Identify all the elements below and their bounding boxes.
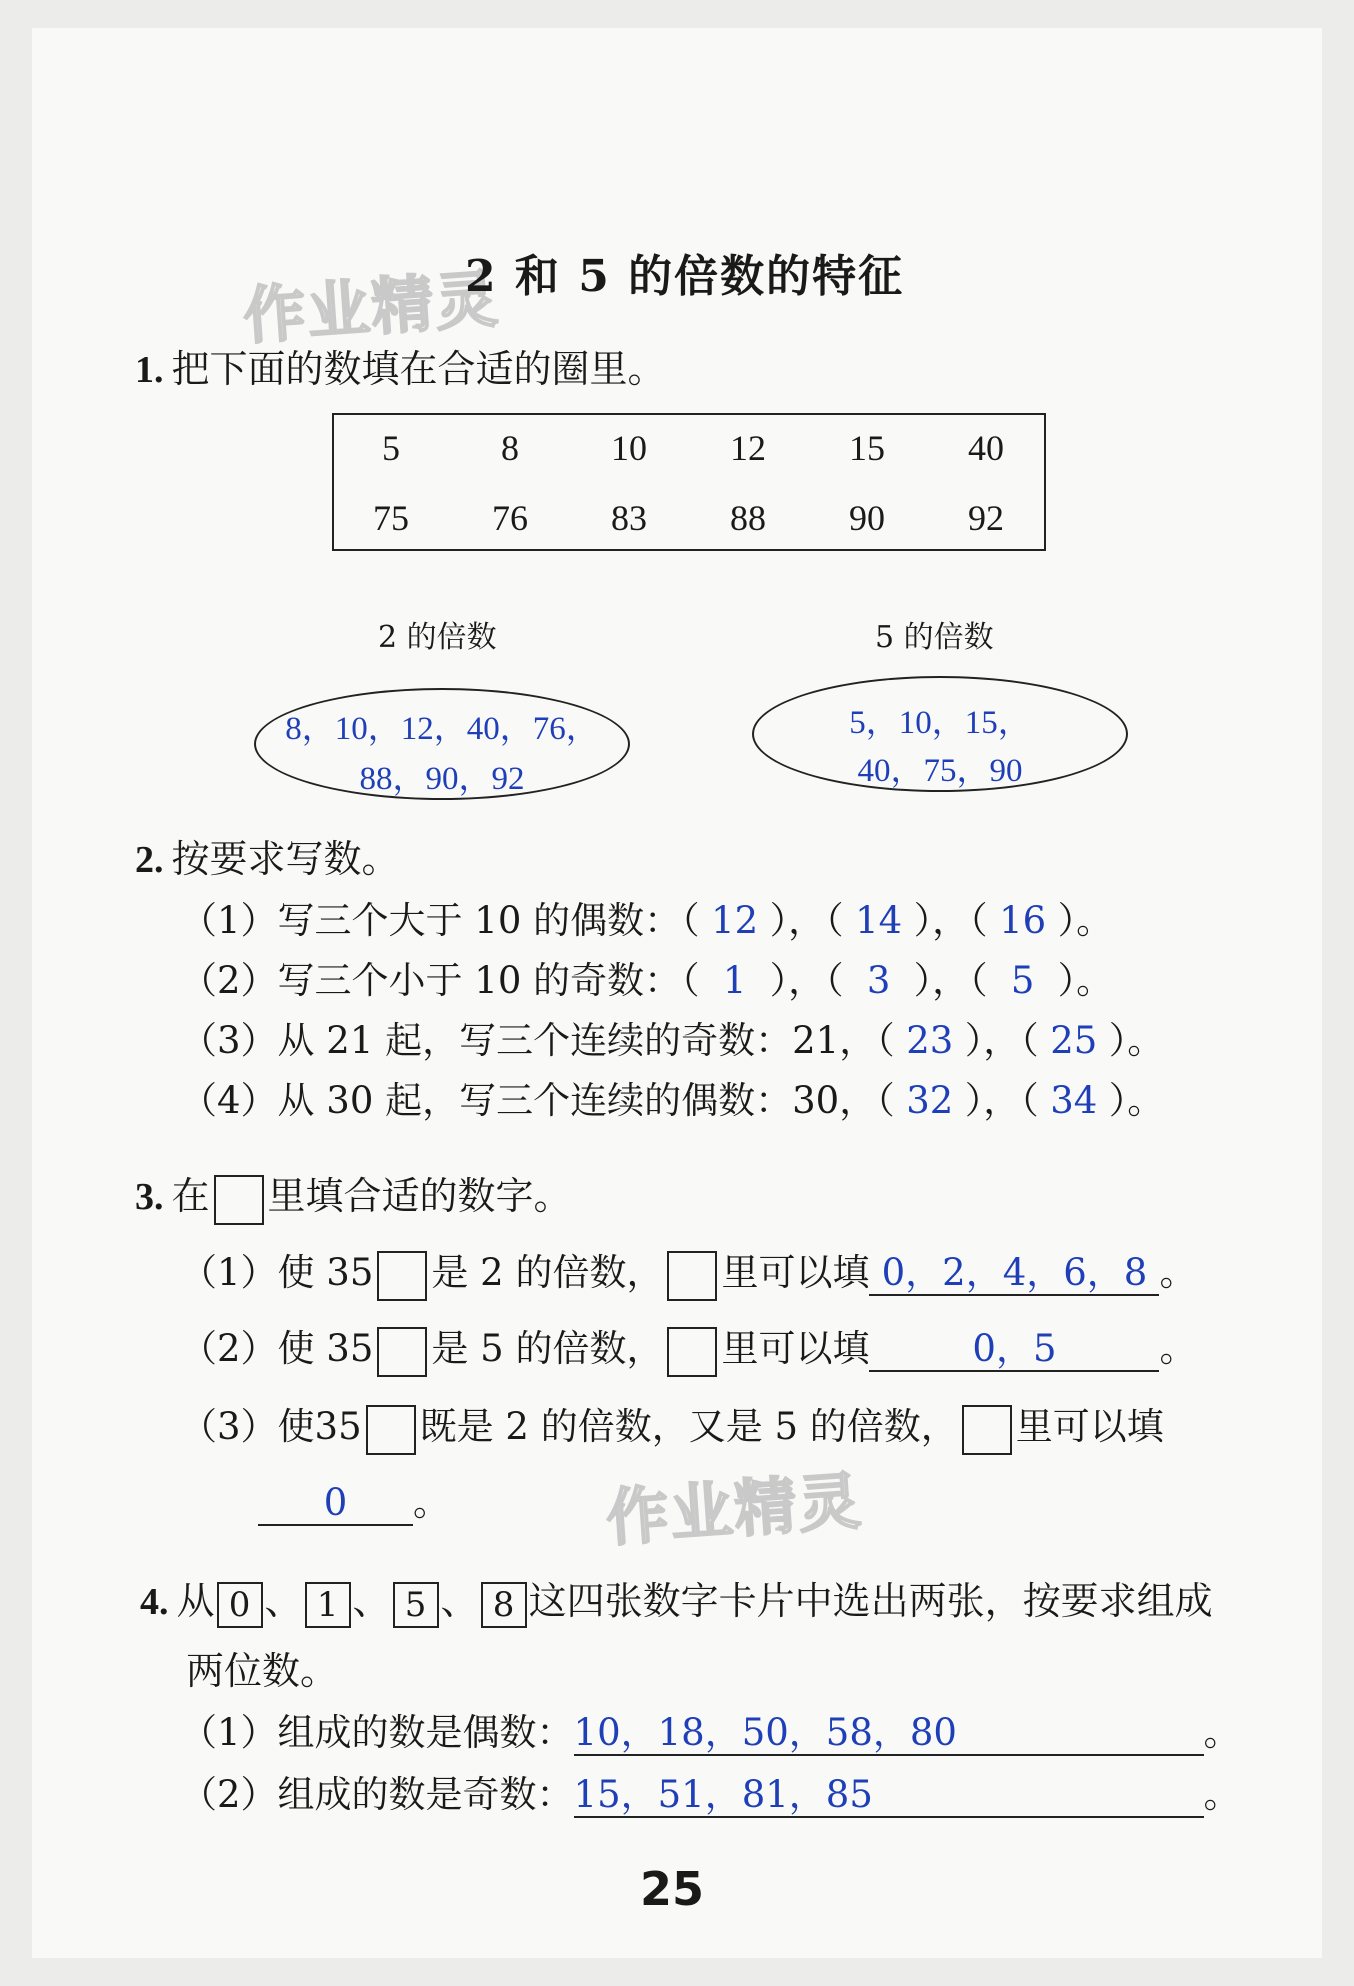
period: 。 bbox=[1076, 899, 1114, 942]
q2-sub-2-text: （2）写三个小于 10 的奇数： bbox=[180, 959, 682, 1002]
question-1 bbox=[135, 338, 666, 393]
ellipse-multiples-of-5 bbox=[752, 676, 1128, 792]
q2-sub-1 bbox=[180, 890, 1113, 944]
q4-sub-2 bbox=[180, 1764, 1241, 1818]
paren-open: （ bbox=[1020, 1019, 1039, 1062]
paren-open: （ bbox=[1020, 1079, 1039, 1122]
question-2-number: 2. bbox=[135, 839, 164, 881]
separator: 、 bbox=[264, 1579, 303, 1623]
answer: 3 bbox=[866, 959, 891, 1002]
watermark-middle: 作业精灵 bbox=[604, 1464, 865, 1555]
number-card: 8 bbox=[481, 1582, 527, 1628]
digit-square bbox=[377, 1327, 427, 1377]
period: 。 bbox=[1127, 1019, 1165, 1062]
answer-2-line2: 88，90，92 bbox=[359, 761, 525, 797]
answer-blank: 0 bbox=[258, 1483, 413, 1526]
question-3-text-post: 里填合适的数字。 bbox=[267, 1174, 572, 1218]
question-4-text-post: 这四张数字卡片中选出两张，按要求组成 bbox=[528, 1579, 1213, 1623]
answer: 23 bbox=[906, 1019, 954, 1062]
number-cell: 5 bbox=[382, 428, 400, 468]
separator: ， bbox=[983, 1079, 1021, 1122]
page-title: 2 和 5 的倍数的特征 bbox=[465, 251, 905, 302]
question-4 bbox=[140, 1570, 1213, 1628]
period: 。 bbox=[1203, 1773, 1241, 1816]
q2-sub-2 bbox=[180, 950, 1113, 1004]
question-4-number: 4. bbox=[140, 1581, 169, 1623]
answer: 16 bbox=[999, 899, 1047, 942]
period: 。 bbox=[1203, 1711, 1241, 1754]
period: 。 bbox=[413, 1481, 450, 1524]
q3-sub-3-text-c: 里可以填 bbox=[1015, 1405, 1164, 1448]
question-3-text-pre: 在 bbox=[171, 1174, 210, 1218]
paren-open: （ bbox=[969, 959, 988, 1002]
answer: 25 bbox=[1050, 1019, 1098, 1062]
paren-close: ） bbox=[964, 1079, 984, 1122]
number-cell: 90 bbox=[849, 498, 885, 538]
q3-sub-3-text-a: （3）使35 bbox=[180, 1405, 362, 1448]
period: 。 bbox=[1159, 1251, 1197, 1294]
paren-close: ） bbox=[769, 959, 789, 1002]
label-multiples-of-2: 2 的倍数 bbox=[378, 620, 497, 655]
q4-sub-2-text: （2）组成的数是奇数： bbox=[180, 1773, 574, 1816]
number-cell: 10 bbox=[611, 428, 647, 468]
question-2-text: 按要求写数。 bbox=[171, 837, 400, 881]
digit-square bbox=[667, 1327, 717, 1377]
paren-close: ） bbox=[769, 899, 789, 942]
q3-sub-1 bbox=[180, 1242, 1196, 1301]
number-card: 1 bbox=[305, 1582, 351, 1628]
digit-square bbox=[377, 1251, 427, 1301]
paren-close: ） bbox=[1057, 959, 1077, 1002]
paren-open: （ bbox=[825, 899, 844, 942]
digit-square bbox=[667, 1251, 717, 1301]
number-cell: 8 bbox=[501, 428, 519, 468]
q3-sub-2-text-c: 里可以填 bbox=[721, 1327, 870, 1370]
number-card: 5 bbox=[393, 1582, 439, 1628]
answer: 1 bbox=[722, 959, 747, 1002]
number-cell: 12 bbox=[730, 428, 766, 468]
question-1-number: 1. bbox=[135, 349, 164, 391]
question-3-number: 3. bbox=[135, 1176, 164, 1218]
q3-sub-1-text-a: （1）使 35 bbox=[180, 1251, 374, 1294]
number-cell: 83 bbox=[611, 498, 647, 538]
number-cell: 15 bbox=[849, 428, 885, 468]
number-cell: 40 bbox=[968, 428, 1004, 468]
paren-open: （ bbox=[969, 899, 988, 942]
separator: 、 bbox=[440, 1579, 479, 1623]
q3-sub-3-text-b: 既是 2 的倍数，又是 5 的倍数， bbox=[419, 1405, 958, 1448]
paren-open: （ bbox=[681, 959, 700, 1002]
q3-sub-2 bbox=[180, 1318, 1196, 1377]
answer: 34 bbox=[1050, 1079, 1098, 1122]
number-cell: 76 bbox=[492, 498, 528, 538]
separator: ， bbox=[788, 899, 826, 942]
answer: 14 bbox=[855, 899, 903, 942]
paren-close: ） bbox=[1108, 1079, 1128, 1122]
separator: ， bbox=[932, 899, 970, 942]
number-cell: 92 bbox=[968, 498, 1004, 538]
q3-sub-1-text-b: 是 2 的倍数， bbox=[431, 1251, 664, 1294]
answer-blank: 15，51，81，85 bbox=[574, 1775, 1204, 1818]
period: 。 bbox=[1076, 959, 1114, 1002]
q2-sub-4 bbox=[180, 1070, 1164, 1124]
answer-blank: 0，2，4，6，8 bbox=[869, 1253, 1159, 1296]
question-2 bbox=[135, 828, 400, 883]
paren-close: ） bbox=[913, 899, 933, 942]
separator: ， bbox=[932, 959, 970, 1002]
q3-sub-3 bbox=[180, 1396, 1164, 1455]
number-box bbox=[332, 413, 1046, 551]
q4-sub-1-text: （1）组成的数是偶数： bbox=[180, 1711, 574, 1754]
q2-sub-3 bbox=[180, 1010, 1164, 1064]
paren-open: （ bbox=[876, 1079, 895, 1122]
paren-open: （ bbox=[876, 1019, 895, 1062]
question-4-line2: 两位数。 bbox=[186, 1649, 339, 1693]
period: 。 bbox=[1127, 1079, 1165, 1122]
answer: 12 bbox=[711, 899, 759, 942]
question-4-text-pre: 从 bbox=[176, 1579, 215, 1623]
q2-sub-3-text: （3）从 21 起，写三个连续的奇数：21， bbox=[180, 1019, 877, 1062]
period: 。 bbox=[1159, 1327, 1197, 1370]
separator: ， bbox=[983, 1019, 1021, 1062]
number-cell: 75 bbox=[373, 498, 409, 538]
page-number: 25 bbox=[640, 1862, 705, 1916]
answer-square bbox=[214, 1175, 264, 1225]
separator: ， bbox=[788, 959, 826, 1002]
q3-sub-2-text-a: （2）使 35 bbox=[180, 1327, 374, 1370]
paren-close: ） bbox=[913, 959, 933, 1002]
q2-sub-4-text: （4）从 30 起，写三个连续的偶数：30， bbox=[180, 1079, 877, 1122]
answer-2-line1: 8，10，12，40，76， bbox=[285, 711, 599, 747]
q2-sub-1-text: （1）写三个大于 10 的偶数： bbox=[180, 899, 682, 942]
paren-open: （ bbox=[681, 899, 700, 942]
label-multiples-of-5: 5 的倍数 bbox=[875, 620, 994, 655]
ellipse-multiples-of-2 bbox=[254, 688, 630, 800]
paren-close: ） bbox=[1057, 899, 1077, 942]
answer: 32 bbox=[906, 1079, 954, 1122]
digit-square bbox=[366, 1405, 416, 1455]
digit-square bbox=[962, 1405, 1012, 1455]
paren-close: ） bbox=[964, 1019, 984, 1062]
separator: 、 bbox=[352, 1579, 391, 1623]
number-cell: 88 bbox=[730, 498, 766, 538]
paren-open: （ bbox=[825, 959, 844, 1002]
q3-sub-2-text-b: 是 5 的倍数， bbox=[431, 1327, 664, 1370]
question-1-text: 把下面的数填在合适的圈里。 bbox=[171, 347, 666, 391]
watermark-top: 作业精灵 bbox=[241, 262, 502, 353]
q3-sub-3-answer-line bbox=[258, 1472, 450, 1526]
number-card: 0 bbox=[217, 1582, 263, 1628]
q3-sub-1-text-c: 里可以填 bbox=[721, 1251, 870, 1294]
answer-blank: 0，5 bbox=[869, 1329, 1159, 1372]
answer-blank: 10，18，50，58，80 bbox=[574, 1713, 1204, 1756]
question-3 bbox=[135, 1165, 572, 1225]
answer: 5 bbox=[1010, 959, 1035, 1002]
q4-sub-1 bbox=[180, 1702, 1241, 1756]
paren-close: ） bbox=[1108, 1019, 1128, 1062]
answer-5-line2: 40，75，90 bbox=[857, 753, 1023, 789]
answer-5-line1: 5，10，15， bbox=[849, 705, 1031, 741]
